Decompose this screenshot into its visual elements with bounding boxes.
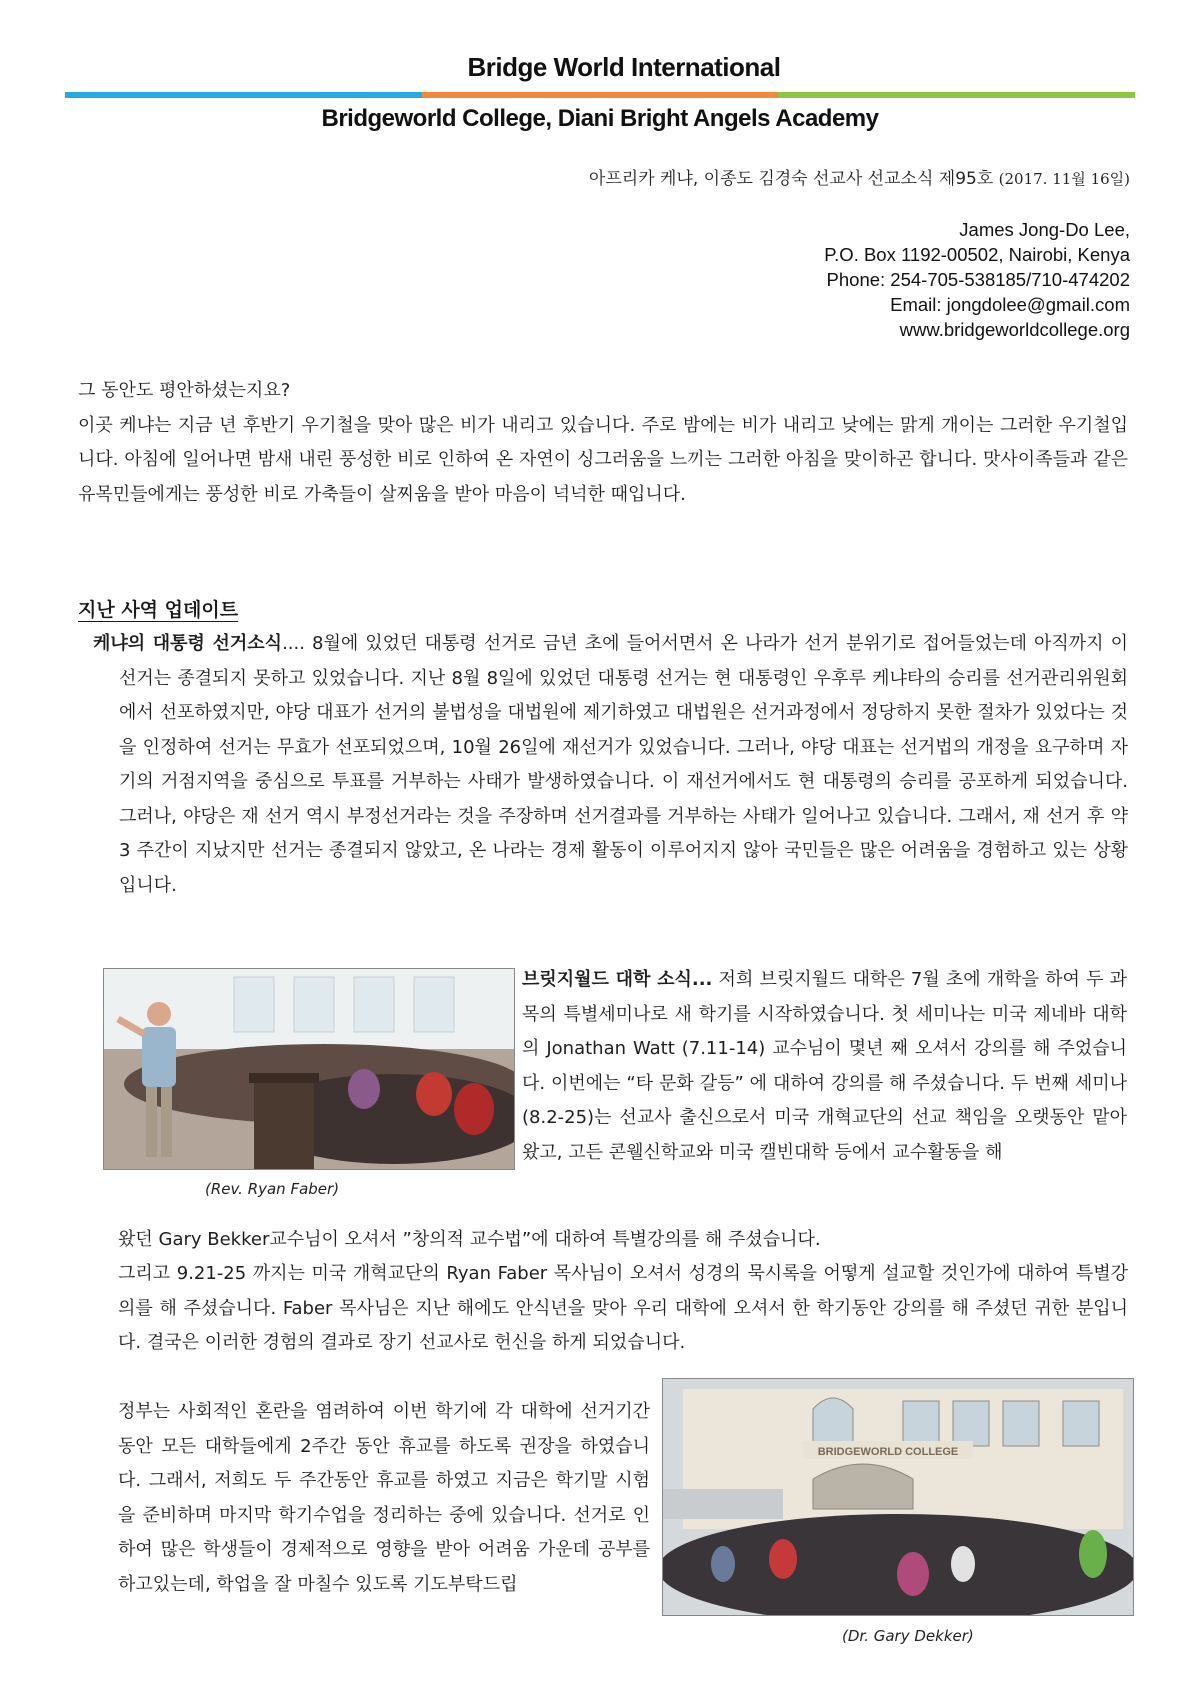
college-sign: BRIDGEWORLD COLLEGE [817,1446,959,1458]
intro-section [78,374,1128,512]
greeting: 그 동안도 평안하셨는지요? [78,380,291,401]
contact-phone: Phone: 254-705-538185/710-474202 [826,269,1130,290]
color-bar-orange [422,92,779,98]
faber-paragraph: 그리고 9.21-25 까지는 미국 개혁교단의 Ryan Faber 목사님이 오셔서 성경의 묵시록을 어떻게 설교할 것인가에 대하여 특별강의를 해 주셨습니다. Faber 목사님은 지난 해에도 안식년을 맞아 우리 대학에 오셔서 한 학기동안 강의를 해 주셨던 귀한 분입니다. 결국은 이러한 경험의 결과로 장기 선교사로 헌신을 하게 되었습니다. [118,1263,1128,1353]
closure-paragraph: 정부는 사회적인 혼란을 염려하여 이번 학기에 각 대학에 선거기간동안 모든 대학들에게 2주간 동안 휴교를 하도록 권장을 하였습니다. 그래서, 저희도 두 주간동안 휴교를 하였고 지금은 학기말 시험을 준비하며 마지막 학기수업을 정리하는 중에 있습니다. 선거로 인하여 많은 학생들이 경제적으로 영향을 받아 어려움 가운데 공부를 하고있는데, 학업을 잘 마칠수 있도록 기도부탁드립 [118,1401,650,1595]
college-news [522,963,1127,1170]
college-lead: 브릿지월드 대학 소식... [522,969,713,990]
contact-address: P.O. Box 1192-00502, Nairobi, Kenya [824,244,1130,265]
college-text: 저희 브릿지월드 대학은 7월 초에 개학을 하여 두 과목의 특별세미나로 새 학기를 시작하였습니다. 첫 세미나는 미국 제네바 대학의 Jonathan Watt (7.11-14) 교수님이 몇년 째 오셔서 강의를 해 주었습니다. 이번에는 “타 문화 갈등” 에 대하여 강의를 해 주셨습니다. 두 번째 세미나 (8.2-25)는 선교사 출신으로서 미국 개혁교단의 선교 책임을 오랫동안 맡아 왔고, 고든 콘웰신학교와 미국 캘빈대학 등에서 교수활동을 해 [522,969,1127,1163]
continuation-text: 왔던 Gary Bekker교수님이 오셔서 ”창의적 교수법”에 대하여 특별강의를 해 주셨습니다. [118,1229,821,1250]
college-continuation [118,1223,1128,1258]
issue-date: (2017. 11월 16일) [998,170,1130,188]
election-lead: 케냐의 대통령 선거소식 [93,633,283,654]
faber-section [113,1257,1128,1361]
college-paragraph [522,963,1127,1170]
contact-website: www.bridgeworldcollege.org [899,319,1130,340]
election-paragraph [93,627,1128,903]
group-photo-caption: (Dr. Gary Dekker) [842,1627,974,1645]
election-text: .... 8월에 있었던 대통령 선거로 금년 초에 들어서면서 온 나라가 선거 분위기로 접어들었는데 아직까지 이 선거는 종결되지 못하고 있었습니다. 지난 8월 8일에 있었던 대통령 선거는 현 대통령인 우후루 케냐타의 승리를 선거관리위원회에서 선포하였지만, 야당 대표가 선거의 불법성을 대법원에 제기하였고 대법원은 선거과정에서 정당하지 못한 절차가 있었다는 것을 인정하여 선거는 무효가 선포되었으며, 10월 26일에 재선거가 있었습니다. 그러나, 야당 대표는 선거법의 개정을 요구하며 자기의 거점지역을 중심으로 투표를 거부하는 사태가 발생하였습니다. 이 재선거에서도 현 대통령의 승리를 공포하게 되었습니다. 그러나, 야당은 재 선거 역시 부정선거라는 것을 주장하며 선거결과를 거부하는 사태가 일어나고 있습니다. 그래서, 재 선거 후 약 3 주간이 지났지만 선거는 종결되지 않았고, 온 나라는 경제 활동이 이루어지지 않아 국민들은 많은 어려움을 경험하고 있는 상황입니다. [119,633,1128,896]
lecture-photo-illustration [104,969,514,1169]
organization-subtitle: Bridgeworld College, Diani Bright Angels Academy [321,105,879,132]
lecture-photo [103,968,515,1170]
contact-block [824,217,1130,342]
group-photo [662,1378,1134,1616]
contact-email: Email: jongdolee@gmail.com [890,294,1130,315]
issue-line [589,164,1130,189]
section-heading: 지난 사역 업데이트 [78,599,239,621]
lecture-photo-caption: (Rev. Ryan Faber) [205,1180,340,1198]
contact-name: James Jong-Do Lee, [959,219,1130,240]
intro-paragraph: 이곳 케냐는 지금 년 후반기 우기철을 맞아 많은 비가 내리고 있습니다. 주로 밤에는 비가 내리고 낮에는 맑게 개이는 그러한 우기철입니다. 아침에 일어나면 밤새 내린 풍성한 비로 인하여 온 자연이 싱그러움을 느끼는 그러한 아침을 맞이하곤 합니다. 맛사이족들과 같은 유목민들에게는 풍성한 비로 가축들이 살찌움을 받아 마음이 넉넉한 때입니다. [78,414,1128,505]
color-bar-blue [65,92,422,98]
election-news [93,627,1128,903]
header-color-bar [65,92,1135,98]
closure-section [118,1395,650,1602]
color-bar-green [778,92,1135,98]
organization-title: Bridge World International [467,52,781,82]
group-photo-illustration [663,1379,1133,1615]
issue-title: 아프리카 케냐, 이종도 김경숙 선교사 선교소식 제95호 [588,169,994,189]
